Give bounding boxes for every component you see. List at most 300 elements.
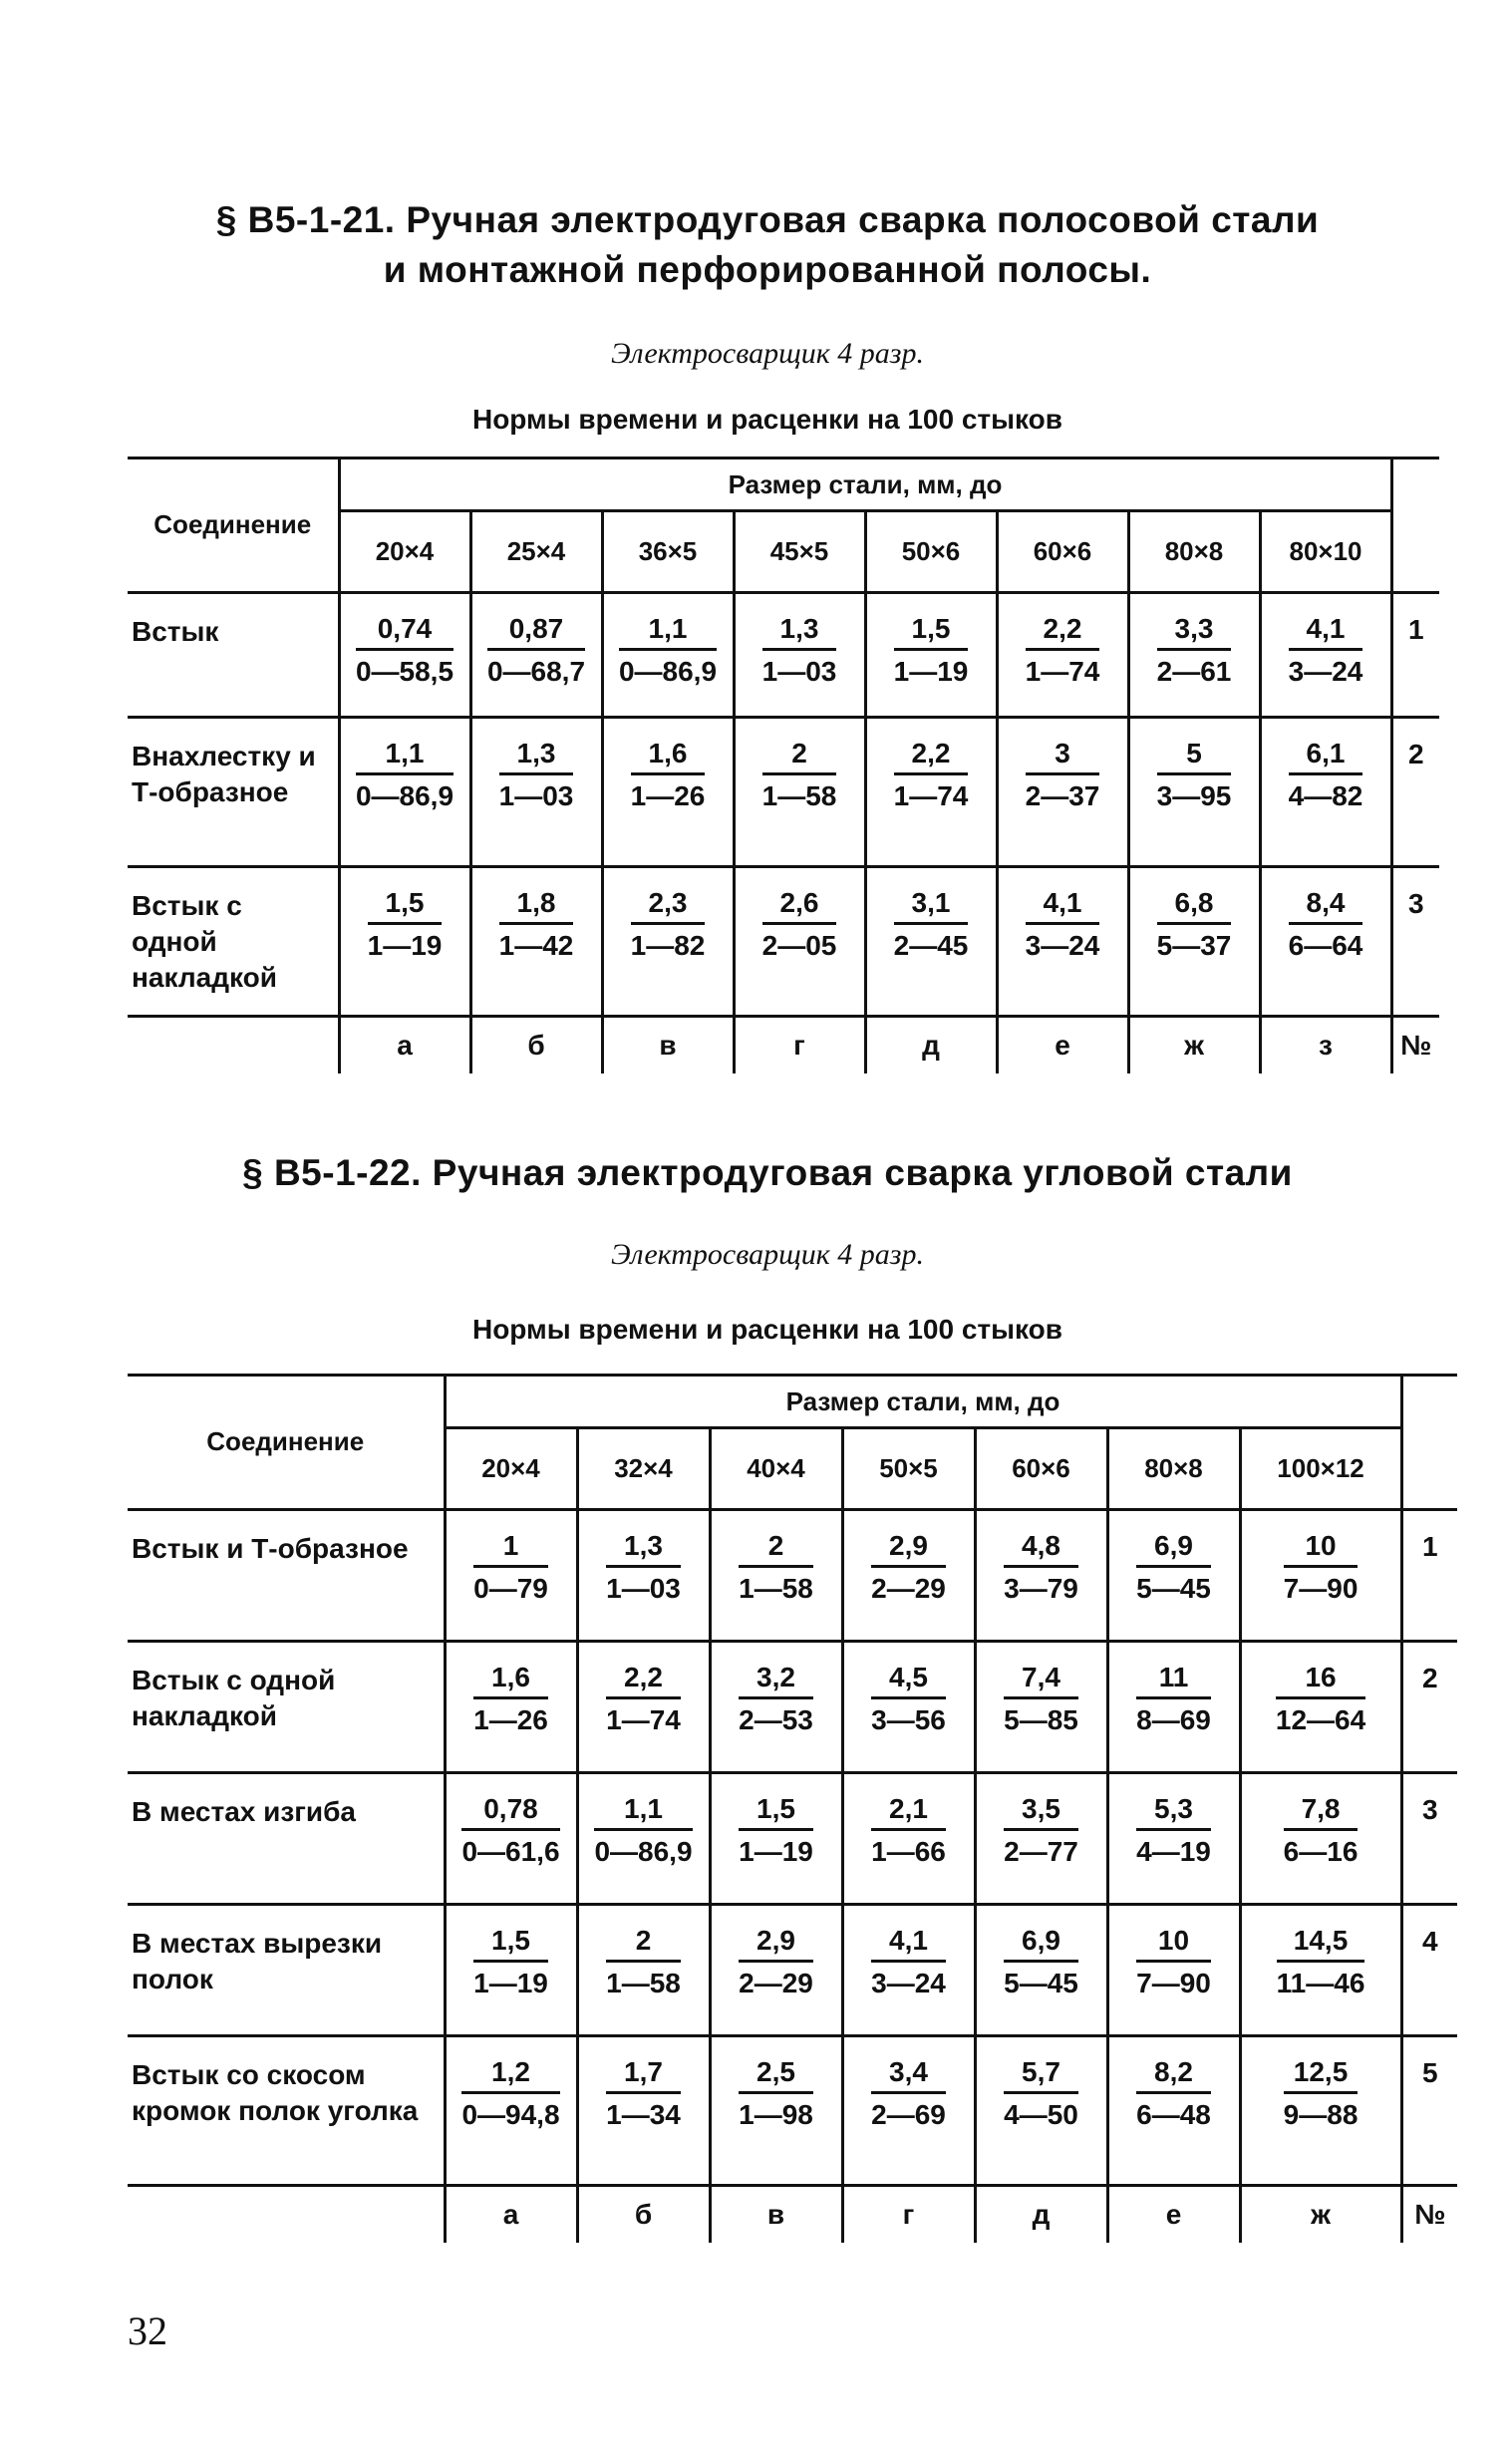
- rate-value: 2—69: [871, 2098, 946, 2130]
- norm-cell: [602, 866, 734, 1016]
- time-norm: 3,2: [739, 1661, 813, 1699]
- size-column-header: 50×6: [865, 512, 997, 592]
- norm-fraction: [1157, 886, 1232, 963]
- norm-cell: [865, 866, 997, 1016]
- norm-fraction: [1277, 1924, 1365, 2000]
- time-norm: 6,1: [1289, 737, 1363, 775]
- norm-cell: [577, 1772, 710, 1904]
- time-norm: 1,6: [473, 1661, 548, 1699]
- norm-cell: [577, 1641, 710, 1772]
- norm-cell: [1240, 1509, 1401, 1641]
- rate-value: 2—29: [871, 1572, 946, 1604]
- time-norm: 3,4: [871, 2055, 946, 2094]
- norm-cell: [445, 1641, 577, 1772]
- rate-value: 0—86,9: [355, 779, 454, 811]
- time-norm: 3,3: [1157, 612, 1232, 651]
- row-label: Внахлестку и Т-образное: [128, 717, 339, 866]
- norm-cell: [975, 1904, 1107, 2035]
- column-letter: г: [842, 2185, 975, 2243]
- rate-value: 1—82: [630, 929, 706, 961]
- section2-table: [128, 1374, 1457, 2243]
- time-norm: 1,3: [606, 1529, 681, 1568]
- row-label: Встык и Т-образное: [128, 1509, 445, 1641]
- rate-value: 4—82: [1288, 779, 1363, 811]
- row-label: В местах вырезки полок: [128, 1904, 445, 2035]
- norm-cell: [997, 866, 1128, 1016]
- row-number: 2: [1391, 717, 1439, 866]
- size-header-cell: [445, 1376, 1401, 1430]
- table-row: [128, 1509, 1457, 1641]
- norm-fraction: [356, 737, 454, 813]
- rate-value: 3—56: [871, 1703, 946, 1735]
- norm-fraction: [1284, 2055, 1359, 2132]
- norm-cell: [1107, 1509, 1240, 1641]
- norm-fraction: [1289, 612, 1363, 689]
- norm-cell: [470, 717, 602, 866]
- norm-fraction: [1136, 1661, 1211, 1737]
- row-number: 1: [1391, 592, 1439, 717]
- time-norm: 10: [1136, 1924, 1211, 1963]
- norm-fraction: [1004, 1792, 1078, 1869]
- rate-value: 1—19: [367, 929, 443, 961]
- norm-cell: [602, 717, 734, 866]
- norm-cell: [1128, 592, 1260, 717]
- column-letter: б: [470, 1016, 602, 1073]
- size-column-header: 60×6: [997, 512, 1128, 592]
- norm-fraction: [1136, 1924, 1211, 2000]
- norm-cell: [975, 1641, 1107, 1772]
- size-column-header: 32×4: [577, 1429, 710, 1509]
- norm-cell: [1107, 1772, 1240, 1904]
- header-blank: [1401, 1376, 1457, 1510]
- column-letter: е: [997, 1016, 1128, 1073]
- norm-fraction: [739, 1661, 813, 1737]
- norm-cell: [339, 592, 470, 717]
- norm-fraction: [1284, 1792, 1359, 1869]
- section1-caption: Нормы времени и расценки на 100 стыков: [471, 404, 1063, 435]
- rate-value: 2—61: [1156, 655, 1232, 687]
- time-norm: 6,9: [1136, 1529, 1211, 1568]
- rate-value: 1—26: [473, 1703, 548, 1735]
- rate-value: 7—90: [1136, 1967, 1211, 1998]
- row-number: 3: [1391, 866, 1439, 1016]
- rate-value: 1—42: [498, 929, 574, 961]
- column-letter: ж: [1128, 1016, 1260, 1073]
- norm-fraction: [1136, 1792, 1211, 1869]
- rate-value: 1—03: [606, 1572, 681, 1604]
- norm-cell: [842, 1904, 975, 2035]
- rate-value: 2—37: [1025, 779, 1100, 811]
- time-norm: 5,7: [1004, 2055, 1078, 2094]
- rate-value: 0—68,7: [486, 655, 586, 687]
- table-row: [128, 866, 1439, 1016]
- column-letter: е: [1107, 2185, 1240, 2243]
- table-row: [128, 2035, 1457, 2185]
- rate-value: 1—74: [606, 1703, 681, 1735]
- norm-cell: [997, 717, 1128, 866]
- size-column-header: 80×8: [1107, 1429, 1240, 1509]
- column-letter: ж: [1240, 2185, 1401, 2243]
- rate-value: 11—46: [1276, 1967, 1365, 1998]
- norm-fraction: [356, 612, 454, 689]
- norm-fraction: [1004, 2055, 1078, 2132]
- time-norm: 2,1: [871, 1792, 946, 1831]
- norm-cell: [445, 2035, 577, 2185]
- time-norm: 2: [606, 1924, 681, 1963]
- norm-fraction: [739, 2055, 813, 2132]
- norm-fraction: [1004, 1924, 1078, 2000]
- rate-value: 1—66: [871, 1835, 946, 1867]
- norm-fraction: [871, 1924, 946, 2000]
- column-letter: а: [445, 2185, 577, 2243]
- size-column-header: 50×5: [842, 1429, 975, 1509]
- norm-fraction: [1157, 612, 1232, 689]
- time-norm: 7,8: [1284, 1792, 1359, 1831]
- table-row: [128, 1641, 1457, 1772]
- table-row: [128, 717, 1439, 866]
- norm-fraction: [762, 737, 837, 813]
- norm-fraction: [473, 1661, 548, 1737]
- number-sign: №: [1401, 2185, 1457, 2243]
- norm-cell: [1260, 592, 1391, 717]
- rate-value: 1—26: [630, 779, 706, 811]
- rate-value: 4—19: [1136, 1835, 1211, 1867]
- size-header: Размер стали, мм, до: [341, 460, 1390, 512]
- time-norm: 5,3: [1136, 1792, 1211, 1831]
- column-letter: в: [710, 2185, 842, 2243]
- time-norm: 1,3: [762, 612, 837, 651]
- rate-value: 2—77: [1004, 1835, 1078, 1867]
- norm-cell: [602, 592, 734, 717]
- time-norm: 2,9: [871, 1529, 946, 1568]
- number-sign: №: [1391, 1016, 1439, 1073]
- norm-cell: [577, 1904, 710, 2035]
- norm-cell: [842, 1641, 975, 1772]
- time-norm: 4,5: [871, 1661, 946, 1699]
- rate-value: 6—64: [1288, 929, 1363, 961]
- norm-cell: [1128, 866, 1260, 1016]
- norm-cell: [975, 1509, 1107, 1641]
- column-letter: г: [734, 1016, 865, 1073]
- norm-cell: [710, 1772, 842, 1904]
- column-letter: з: [1260, 1016, 1391, 1073]
- time-norm: 0,87: [487, 612, 585, 651]
- norm-cell: [470, 592, 602, 717]
- norm-fraction: [619, 612, 717, 689]
- norm-cell: [445, 1772, 577, 1904]
- norm-fraction: [1026, 886, 1100, 963]
- column-letter: а: [339, 1016, 470, 1073]
- rate-value: 1—03: [761, 655, 837, 687]
- rate-value: 1—58: [761, 779, 837, 811]
- size-column-header: 40×4: [710, 1429, 842, 1509]
- norm-fraction: [631, 737, 706, 813]
- time-norm: 2,5: [739, 2055, 813, 2094]
- norm-fraction: [499, 886, 574, 963]
- letters-blank: [128, 1016, 339, 1073]
- time-norm: 7,4: [1004, 1661, 1078, 1699]
- norm-cell: [710, 1641, 842, 1772]
- norm-fraction: [894, 612, 969, 689]
- norm-cell: [1240, 1772, 1401, 1904]
- rate-value: 8—69: [1136, 1703, 1211, 1735]
- time-norm: 1,5: [894, 612, 969, 651]
- rate-value: 0—61,6: [461, 1835, 560, 1867]
- norm-fraction: [631, 886, 706, 963]
- rate-value: 0—58,5: [355, 655, 454, 687]
- row-number: 1: [1401, 1509, 1457, 1641]
- norm-cell: [865, 592, 997, 717]
- norm-fraction: [739, 1924, 813, 2000]
- rate-value: 1—19: [473, 1967, 548, 1998]
- column-letter: в: [602, 1016, 734, 1073]
- norm-cell: [1128, 717, 1260, 866]
- norm-fraction: [368, 886, 443, 963]
- rate-value: 2—05: [761, 929, 837, 961]
- norm-fraction: [461, 2055, 559, 2132]
- rate-value: 3—24: [1288, 655, 1363, 687]
- time-norm: 14,5: [1277, 1924, 1365, 1963]
- norm-cell: [842, 2035, 975, 2185]
- norm-cell: [1260, 717, 1391, 866]
- rate-value: 0—94,8: [461, 2098, 560, 2130]
- time-norm: 1,6: [631, 737, 706, 775]
- norm-fraction: [871, 1529, 946, 1606]
- time-norm: 2,9: [739, 1924, 813, 1963]
- norm-fraction: [1289, 737, 1363, 813]
- norm-fraction: [871, 1661, 946, 1737]
- time-norm: 1,1: [356, 737, 454, 775]
- norm-fraction: [1136, 2055, 1211, 2132]
- time-norm: 1,8: [499, 886, 574, 925]
- letters-blank: [128, 2185, 445, 2243]
- norm-cell: [577, 1509, 710, 1641]
- rate-value: 1—03: [498, 779, 574, 811]
- rate-value: 5—45: [1136, 1572, 1211, 1604]
- norm-fraction: [1276, 1661, 1365, 1737]
- rate-value: 0—86,9: [594, 1835, 693, 1867]
- column-letter: д: [975, 2185, 1107, 2243]
- norm-fraction: [461, 1792, 559, 1869]
- time-norm: 3,1: [894, 886, 969, 925]
- norm-fraction: [606, 1661, 681, 1737]
- time-norm: 4,8: [1004, 1529, 1078, 1568]
- norm-fraction: [871, 2055, 946, 2132]
- rate-value: 1—58: [606, 1967, 681, 1998]
- norm-cell: [577, 2035, 710, 2185]
- size-column-header: 36×5: [602, 512, 734, 592]
- norm-fraction: [762, 612, 837, 689]
- time-norm: 12,5: [1284, 2055, 1359, 2094]
- section2-title: § В5-1-22. Ручная электродуговая сварка угловой стали: [242, 1152, 1293, 1193]
- time-norm: 2,2: [894, 737, 969, 775]
- time-norm: 10: [1284, 1529, 1359, 1568]
- rate-value: 5—85: [1004, 1703, 1078, 1735]
- time-norm: 2: [762, 737, 837, 775]
- time-norm: 2,6: [762, 886, 837, 925]
- norm-fraction: [606, 2055, 681, 2132]
- rate-value: 3—24: [871, 1967, 946, 1998]
- norm-cell: [1240, 2035, 1401, 2185]
- section1-title-line1: § В5-1-21. Ручная электродуговая сварка полосовой стали: [215, 199, 1320, 240]
- table-row: [128, 592, 1439, 717]
- table-row: [128, 1904, 1457, 2035]
- rate-value: 4—50: [1004, 2098, 1078, 2130]
- rate-value: 1—19: [893, 655, 969, 687]
- row-number: 2: [1401, 1641, 1457, 1772]
- time-norm: 3: [1026, 737, 1100, 775]
- size-header: Размер стали, мм, до: [447, 1377, 1400, 1429]
- norm-fraction: [739, 1529, 813, 1606]
- time-norm: 1,3: [499, 737, 574, 775]
- norm-cell: [734, 717, 865, 866]
- time-norm: 1,1: [619, 612, 717, 651]
- norm-fraction: [1289, 886, 1363, 963]
- norm-cell: [445, 1904, 577, 2035]
- norm-cell: [734, 592, 865, 717]
- norm-cell: [975, 2035, 1107, 2185]
- rate-value: 5—37: [1156, 929, 1232, 961]
- norm-cell: [1240, 1904, 1401, 2035]
- size-column-header: 60×6: [975, 1429, 1107, 1509]
- rate-value: 1—19: [739, 1835, 813, 1867]
- rate-value: 3—79: [1004, 1572, 1078, 1604]
- norm-cell: [1107, 1641, 1240, 1772]
- norm-fraction: [1004, 1661, 1078, 1737]
- norm-cell: [842, 1772, 975, 1904]
- row-number: 3: [1401, 1772, 1457, 1904]
- time-norm: 16: [1276, 1661, 1365, 1699]
- norm-fraction: [894, 886, 969, 963]
- rate-value: 1—98: [739, 2098, 813, 2130]
- norm-fraction: [594, 1792, 692, 1869]
- rate-value: 3—95: [1156, 779, 1232, 811]
- column-letters-row: [128, 1016, 1439, 1073]
- rate-value: 2—53: [739, 1703, 813, 1735]
- rate-value: 6—16: [1283, 1835, 1359, 1867]
- column-letters-row: [128, 2185, 1457, 2243]
- row-label: Встык с одной накладкой: [128, 1641, 445, 1772]
- norm-cell: [470, 866, 602, 1016]
- norm-cell: [1260, 866, 1391, 1016]
- row-number: 5: [1401, 2035, 1457, 2185]
- rate-value: 3—24: [1025, 929, 1100, 961]
- time-norm: 4,1: [1289, 612, 1363, 651]
- rate-value: 1—58: [739, 1572, 813, 1604]
- column-letter: б: [577, 2185, 710, 2243]
- rate-value: 1—34: [606, 2098, 681, 2130]
- norm-fraction: [1284, 1529, 1359, 1606]
- norm-fraction: [739, 1792, 813, 1869]
- time-norm: 1,2: [461, 2055, 559, 2094]
- row-label: Встык с одной накладкой: [128, 866, 339, 1016]
- norm-fraction: [487, 612, 585, 689]
- row-number: 4: [1401, 1904, 1457, 2035]
- norm-cell: [445, 1509, 577, 1641]
- norm-cell: [339, 866, 470, 1016]
- rate-value: 9—88: [1283, 2098, 1359, 2130]
- time-norm: 1,1: [594, 1792, 692, 1831]
- norm-fraction: [894, 737, 969, 813]
- size-column-header: 25×4: [470, 512, 602, 592]
- time-norm: 0,74: [356, 612, 454, 651]
- rate-value: 1—74: [1025, 655, 1100, 687]
- connection-header: Соединение: [128, 459, 339, 593]
- section2-worker: Электросварщик 4 разр.: [611, 1238, 924, 1271]
- time-norm: 5: [1157, 737, 1232, 775]
- size-column-header: 20×4: [339, 512, 470, 592]
- rate-value: 0—79: [473, 1572, 548, 1604]
- time-norm: 1,5: [368, 886, 443, 925]
- size-column-header: 45×5: [734, 512, 865, 592]
- row-label: Встык: [128, 592, 339, 717]
- section1-title-line2: и монтажной перфорированной полосы.: [383, 249, 1152, 290]
- norm-cell: [975, 1772, 1107, 1904]
- section2-caption: Нормы времени и расценки на 100 стыков: [471, 1314, 1063, 1345]
- rate-value: 7—90: [1283, 1572, 1359, 1604]
- norm-cell: [710, 1904, 842, 2035]
- norm-fraction: [606, 1529, 681, 1606]
- rate-value: 0—86,9: [618, 655, 718, 687]
- time-norm: 8,4: [1289, 886, 1363, 925]
- norm-fraction: [499, 737, 574, 813]
- norm-fraction: [1004, 1529, 1078, 1606]
- norm-cell: [842, 1509, 975, 1641]
- row-label: Встык со скосом кромок полок уголка: [128, 2035, 445, 2185]
- norm-fraction: [762, 886, 837, 963]
- time-norm: 3,5: [1004, 1792, 1078, 1831]
- row-label: В местах изгиба: [128, 1772, 445, 1904]
- size-column-header: 20×4: [445, 1429, 577, 1509]
- time-norm: 2,2: [1026, 612, 1100, 651]
- size-header-cell: [339, 459, 1391, 513]
- rate-value: 2—29: [739, 1967, 813, 1998]
- norm-cell: [339, 717, 470, 866]
- time-norm: 4,1: [871, 1924, 946, 1963]
- norm-cell: [734, 866, 865, 1016]
- norm-fraction: [1026, 612, 1100, 689]
- norm-fraction: [871, 1792, 946, 1869]
- time-norm: 1: [473, 1529, 548, 1568]
- norm-fraction: [1136, 1529, 1211, 1606]
- size-column-header: 80×8: [1128, 512, 1260, 592]
- time-norm: 2: [739, 1529, 813, 1568]
- norm-fraction: [1026, 737, 1100, 813]
- section1-table: [128, 457, 1439, 1073]
- time-norm: 1,5: [739, 1792, 813, 1831]
- rate-value: 2—45: [893, 929, 969, 961]
- norm-cell: [997, 592, 1128, 717]
- connection-header: Соединение: [128, 1376, 445, 1510]
- rate-value: 5—45: [1004, 1967, 1078, 1998]
- norm-fraction: [473, 1924, 548, 2000]
- rate-value: 1—74: [893, 779, 969, 811]
- time-norm: 11: [1136, 1661, 1211, 1699]
- norm-cell: [1240, 1641, 1401, 1772]
- table-row: [128, 1772, 1457, 1904]
- time-norm: 8,2: [1136, 2055, 1211, 2094]
- norm-cell: [1107, 1904, 1240, 2035]
- time-norm: 1,7: [606, 2055, 681, 2094]
- norm-fraction: [606, 1924, 681, 2000]
- section1-title: [120, 195, 1415, 295]
- norm-cell: [1107, 2035, 1240, 2185]
- norm-fraction: [1157, 737, 1232, 813]
- size-column-header: 80×10: [1260, 512, 1391, 592]
- time-norm: 6,8: [1157, 886, 1232, 925]
- time-norm: 2,3: [631, 886, 706, 925]
- time-norm: 2,2: [606, 1661, 681, 1699]
